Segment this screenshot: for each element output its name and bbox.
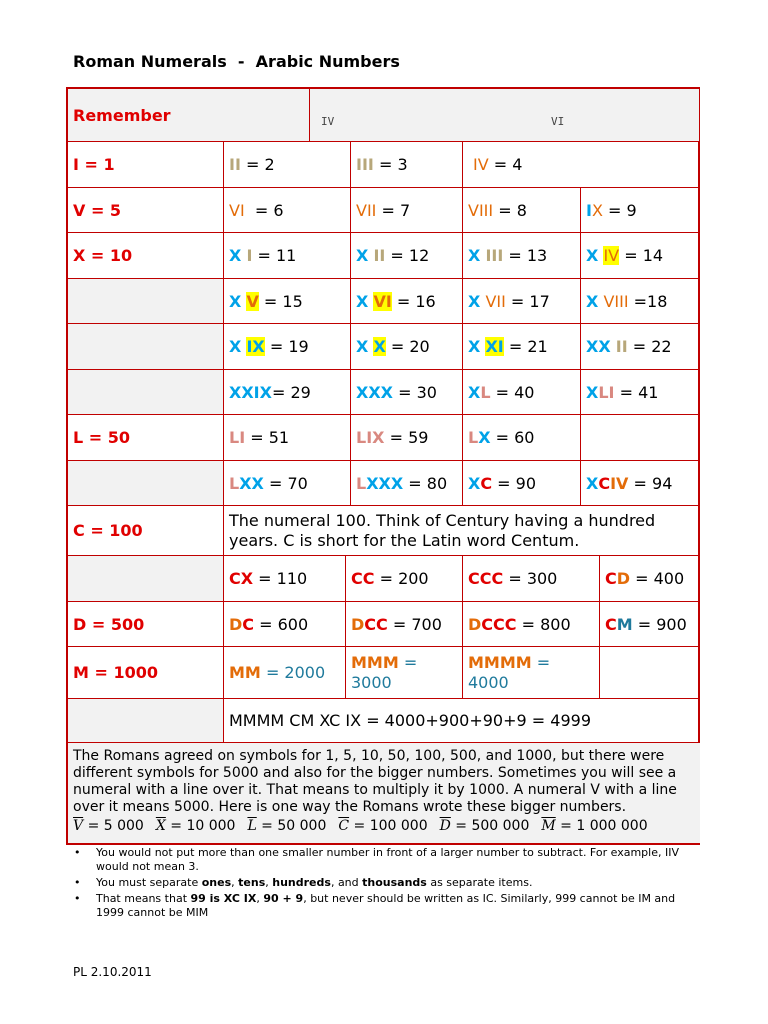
table-cell: X III = 13 <box>463 233 581 279</box>
table-cell: CCC = 300 <box>463 556 600 602</box>
row-label: V = 5 <box>68 188 224 233</box>
overbar-symbol: $\overline{M}$ <box>541 818 556 834</box>
overbar-symbol: $\overline{X}$ <box>155 818 166 834</box>
table-cell: X IX = 19 <box>224 324 351 370</box>
remember-label: Remember <box>68 89 310 142</box>
table-cell: MMM = 3000 <box>346 647 463 699</box>
note-text: The Romans agreed on symbols for 1, 5, 10, 50, 100, 500, and 1000, but there were different symbols for 5000 and also for the bigger numbers. Sometimes you will see a numeral with a line over it. That means to multiply it by 1000. A numeral V with a line over it means 5000. Here is one way the Romans wrote these bigger numbers. <box>73 748 677 815</box>
row-label <box>68 324 224 370</box>
table-cell: X C = 90 <box>463 461 581 506</box>
table-cell: XX II = 22 <box>581 324 700 370</box>
table-cell: II = 2 <box>224 142 351 188</box>
table-cell: III = 3 <box>351 142 463 188</box>
row-label: C = 100 <box>68 506 224 556</box>
overbar-numeral <box>156 818 236 834</box>
table-cell: X VIII =18 <box>581 279 700 324</box>
overbar-value: = 50 000 <box>256 818 327 834</box>
row-label <box>68 556 224 602</box>
footer-date: PL 2.10.2011 <box>73 965 152 979</box>
overbar-numeral <box>541 818 647 834</box>
remember-sample-2: VI <box>551 115 565 128</box>
table-cell <box>581 415 700 461</box>
table-cell: X V = 15 <box>224 279 351 324</box>
table-cell: LIX = 59 <box>351 415 463 461</box>
overbar-symbol: $\overline{L}$ <box>247 818 257 834</box>
row-label: I = 1 <box>68 142 224 188</box>
table-cell: XXIX = 29 <box>224 370 351 415</box>
table-cell: X II = 12 <box>351 233 463 279</box>
table-cell: X LI = 41 <box>581 370 700 415</box>
table-cell: MMMM = 4000 <box>463 647 600 699</box>
overbar-symbol: $\overline{D}$ <box>439 818 451 834</box>
page-title: Roman Numerals - Arabic Numbers <box>73 52 400 71</box>
table-cell: L X = 60 <box>463 415 581 461</box>
note-cell <box>68 743 700 843</box>
table-cell: X VI = 16 <box>351 279 463 324</box>
overbar-numeral <box>73 818 144 834</box>
table-cell: IV = 4 <box>463 142 700 188</box>
row-label <box>68 461 224 506</box>
table-cell: XXX = 30 <box>351 370 463 415</box>
bullet-list <box>74 846 704 922</box>
row-label: M = 1000 <box>68 647 224 699</box>
overbar-value: = 100 000 <box>349 818 428 834</box>
table-cell: VIII = 8 <box>463 188 581 233</box>
table-cell: X XI = 21 <box>463 324 581 370</box>
table-cell: D CC = 700 <box>346 602 463 647</box>
overbar-value: = 10 000 <box>165 818 236 834</box>
table-cell: I X = 9 <box>581 188 700 233</box>
table-cell: MM = 2000 <box>224 647 346 699</box>
overbar-numeral <box>440 818 530 834</box>
list-item: • You must separate ones, tens, hundreds, and thousands as separate items. <box>74 876 704 890</box>
remember-sample-1: IV <box>321 115 335 128</box>
row-label: L = 50 <box>68 415 224 461</box>
table-cell: X X = 20 <box>351 324 463 370</box>
overbar-numeral <box>338 818 427 834</box>
table-cell: VII = 7 <box>351 188 463 233</box>
row-label <box>68 699 224 743</box>
table-cell: X C IV = 94 <box>581 461 700 506</box>
overbar-row <box>73 818 660 835</box>
table-cell: X L = 40 <box>463 370 581 415</box>
table-cell: C D = 400 <box>600 556 700 602</box>
overbar-value: = 1 000 000 <box>555 818 648 834</box>
table-cell: L XX = 70 <box>224 461 351 506</box>
table-cell <box>600 647 700 699</box>
table-cell: D CCC = 800 <box>463 602 600 647</box>
remember-sample-cell <box>310 89 700 142</box>
overbar-symbol: $\overline{V}$ <box>73 818 84 834</box>
overbar-value: = 5 000 <box>83 818 144 834</box>
table-cell: X IV = 14 <box>581 233 700 279</box>
row-label: X = 10 <box>68 233 224 279</box>
table-cell: C X = 110 <box>224 556 346 602</box>
table-cell: D C = 600 <box>224 602 346 647</box>
overbar-numeral <box>247 818 326 834</box>
sum-example: MMMM CM XC IX = 4000+900+90+9 = 4999 <box>224 699 700 743</box>
row-label <box>68 370 224 415</box>
table-cell: X I = 11 <box>224 233 351 279</box>
table-cell: C M = 900 <box>600 602 700 647</box>
table-cell: VI = 6 <box>224 188 351 233</box>
table-cell: X VII = 17 <box>463 279 581 324</box>
numeral-table <box>66 87 700 845</box>
overbar-symbol: $\overline{C}$ <box>338 818 350 834</box>
table-cell: L XXX = 80 <box>351 461 463 506</box>
row-label <box>68 279 224 324</box>
list-item: • That means that 99 is XC IX, 90 + 9, but never should be written as IC. Similarly, 999 cannot be IM and 1999 cannot be MIM <box>74 892 704 920</box>
table-cell: CC = 200 <box>346 556 463 602</box>
table-cell: LI = 51 <box>224 415 351 461</box>
overbar-value: = 500 000 <box>450 818 530 834</box>
century-description: The numeral 100. Think of Century having a hundred years. C is short for the Latin word Centum. <box>224 506 700 556</box>
list-item: • You would not put more than one smaller number in front of a larger number to subtract. For example, IIV would not mean 3. <box>74 846 704 874</box>
row-label: D = 500 <box>68 602 224 647</box>
